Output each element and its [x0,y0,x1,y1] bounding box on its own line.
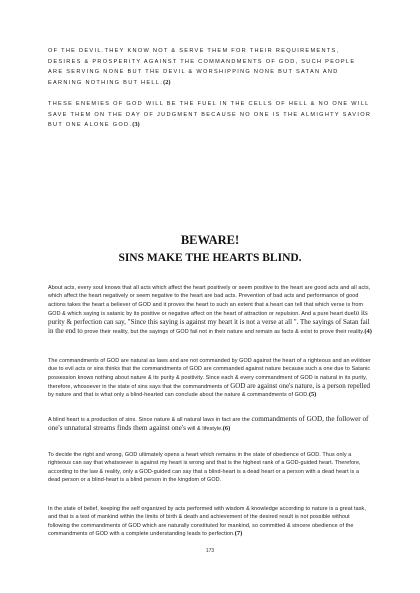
paragraph-2-text: THESE ENEMIES OF GOD WILL BE THE FUEL IN THE CELLS OF HELL & NO ONE WILL SAVE THEM ON THE DAY OF JUDGMENT BECAUSE NO ONE IS THE ALMIGHTY SAVIOR BUT ONE ALONE GOD. [48,101,372,129]
paragraph-7-text: In the state of belief, keeping the self organized by acts performed with wisdom & knowledge according to nature is a great task, and that is a test of mankind within the limits of birth & death and achievement of the desired result is not possible without following the commandments of GOD which are naturally constituted for mankind, so committed & sincere obedience of the commandments of GOD with a complete understanding leads to perfection. [48,506,366,537]
paragraph-5-text: A blind heart is a production of sins. Since nature & all natural laws in fact are the [48,417,250,423]
reference-7: (7) [234,529,243,537]
reference-3: (3) [132,121,140,129]
reference-2: (2) [163,78,171,86]
reference-5: (5) [308,391,317,399]
paragraph-5-rest: will & lifestyle. [187,426,223,433]
paragraph-6 [48,451,373,484]
paragraph-2 [48,99,373,131]
paragraph-5-serif: commandments of GOD, the follower of one's unnatural streams finds them against one's [48,415,369,433]
paragraph-6-text: To decide the right and wrong, GOD ultimately opens a heart which remains in the state of obedience of GOD. Thus only a righteous can say that whatsoever is against my heart is wrong and that is the highest rank of a GOD-guided heart. Therefore, according to the law & reality, only a GOD-guided can say that a blind-heart is a dead heart or a person with a dead heart is a dead person or a blind-heart is a blind person in the kingdom of GOD. [48,452,361,483]
paragraph-3-serif: to its purity & perfection can say, "Since this saying is against my heart it is not a verse at all ". The sayings of Satan fail in the end to [48,308,370,336]
paragraph-3 [48,284,373,337]
paragraph-4-serif: GOD are against one's nature, is a person repelled [230,381,371,390]
paragraph-4-text: The commandments of GOD are natural as laws and are not commanded by GOD against the heart of a righteous and an evildoer due to evil acts or sins thinks that the commandments of GOD are commanded against nature because such a one due to Satanic possession knows nothing about nature & its purity & positivity. Since each & every commandment of GOD is natural in its purity, therefore, whosoever in the state of sins says that the commandments of [48,358,371,390]
reference-6: (6) [222,425,231,433]
paragraph-3-text: About acts, every soul knows that all acts which affect the heart positively or seem positive to the heart are good acts and all acts, which affect the heart negatively or seem negative to the heart are bad acts. Prevention of bad acts and performance of good actions takes the heart a believer of GOD and it proves the heart to such an extent that a heart can tell that which verse is from GOD & which saying is satanic by its positive or negative affect on the heart of attraction or repulsion. And a pure heart due [48,285,371,317]
paragraph-5 [48,415,373,434]
page-number: 173 [205,548,215,554]
paragraph-1 [48,46,373,88]
paragraph-7 [48,505,373,538]
heading-beware: BEWARE! [180,233,240,247]
paragraph-3-rest: prove their reality, but the sayings of GOD fail not in their nature and remain as facts & exist to prove their reality. [84,329,365,336]
paragraph-4-rest: by nature and that is what only a blind-hearted can conclude about the nature & commandments of GOD. [48,392,309,399]
paragraph-1-text: OF THE DEVIL.THEY KNOW NOT & SERVE THEM FOR THEIR REQUIREMENTS, DESIRES & PROSPERITY AGAINST THE COMMANDMENTS OF GOD, SUCH PEOPLE ARE SERVING NONE BUT THE DEVIL & WORSHIPPING NONE BUT SATAN AND EARNING NOTHING BUT HELL. [48,48,356,86]
paragraph-4 [48,357,373,399]
heading-sins: SINS MAKE THE HEARTS BLIND. [118,252,302,264]
reference-4: (4) [364,328,372,336]
